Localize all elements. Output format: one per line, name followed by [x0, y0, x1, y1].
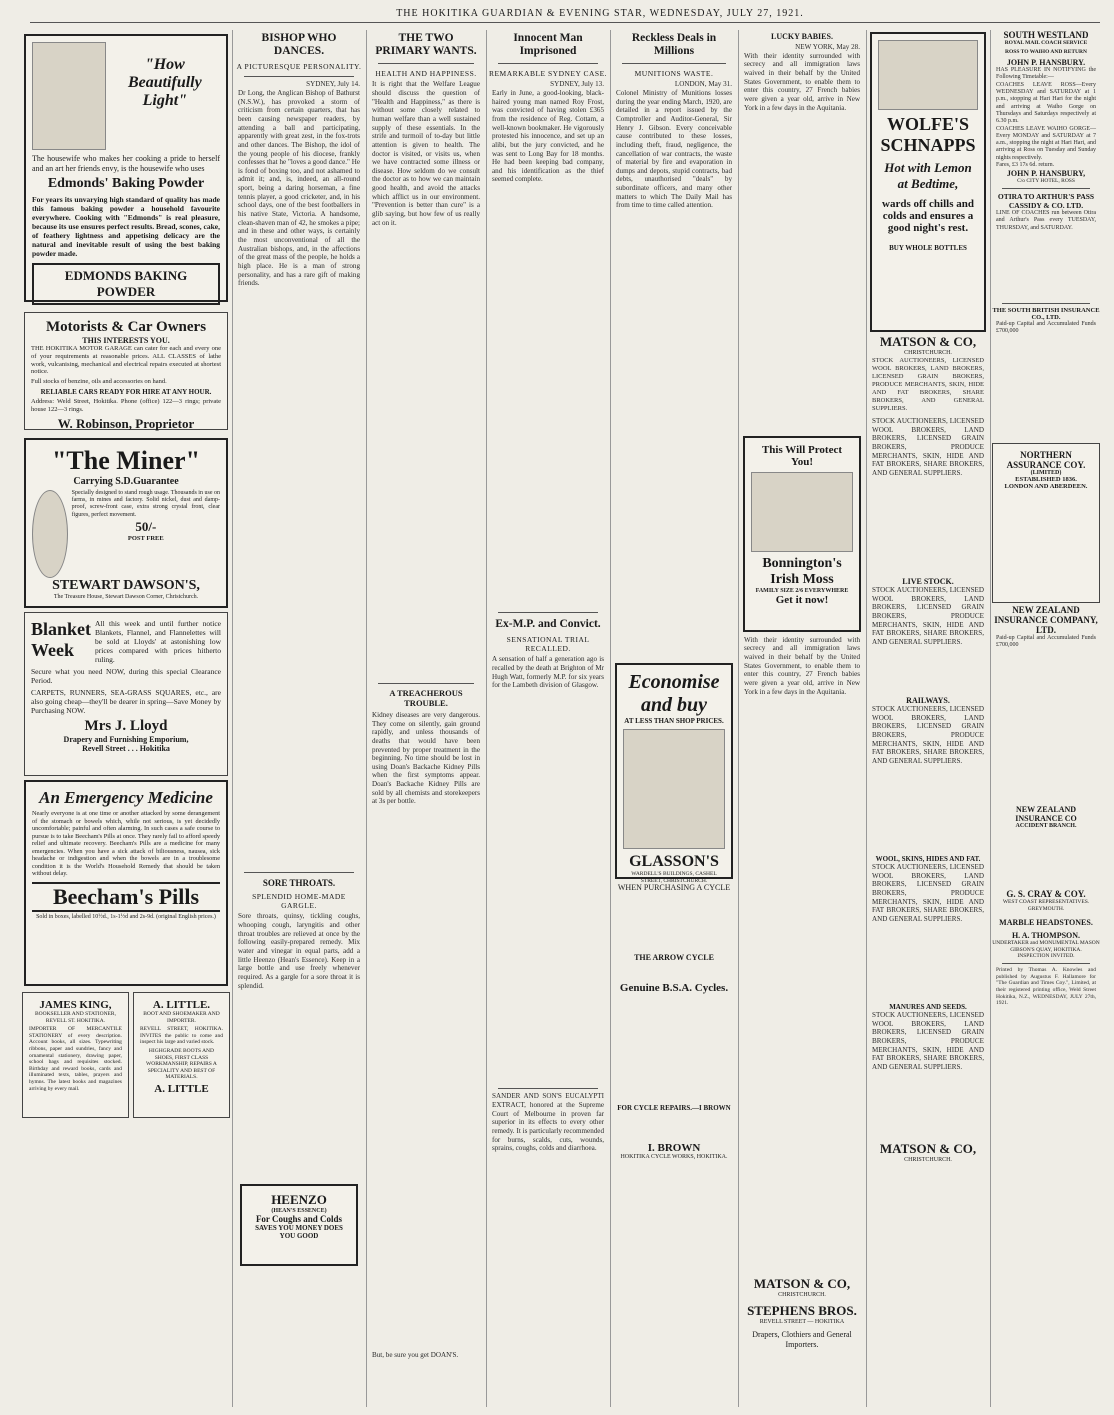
beechams-foot: Sold in boxes, labelled 10½d., 1s-1½d and 2s-9d. (original English prices.): [36, 913, 216, 920]
divider: [498, 63, 598, 64]
wolfes-brand: WOLFE'S SCHNAPPS: [880, 114, 976, 155]
divider: [244, 872, 354, 873]
glassons-ad: [615, 663, 733, 884]
matson2-name: MATSON & CO,: [879, 1141, 977, 1157]
hansbury-name: JOHN P. HANSBURY.: [1006, 58, 1086, 67]
motorists-title: Motorists & Car Owners: [45, 319, 207, 335]
col6-body: With their identity surrounded with secrecy and all immigration laws waived in their behalf by the United States Government, to enable them to enter this country, 27 French babies were given a year old, arrive in New York in a few days in the Aquitania.: [744, 635, 860, 696]
emergency-title: An Emergency Medicine: [39, 788, 213, 807]
bishop-body: Dr Long, the Anglican Bishop of Bathurst (N.S.W.), has provoked a storm of criticism from certain quarters, that has been causing newspaper readers, by attending a ball and participating, apparently with great zest, in the fox-trots and other dances. The Bishop, the idol of the young people of his diocese, frankly confesses that he "loves a good dance." He is fond of boxing too, and not ashamed to admit it; and, is, indeed, an all-round sport, being a daring horseman, a fine tennis player, a good cricketer, and, in his school days, one of the best footballers in his native State, Victoria. A handsome, clean-shaven man of 42, he smokes a pipe; and in these and other ways, is certainly the most unconventional of all the Australian bishops, and, in the affections of the great mass of the people, he holds a high place. He is a man of strong personality, and has a rare gift of making friends.: [238, 89, 360, 288]
cycle-headline: WHEN PURCHASING A CYCLE: [617, 883, 731, 893]
stephens-drapers: Drapers, Clothiers and General Importers.: [752, 1330, 852, 1349]
edmonds-brand: Edmonds' Baking Powder: [47, 176, 205, 192]
emergency-body: Nearly everyone is at one time or another attacked by some derangement of the stomach or bowels which, while not serious, is yet decidedly uncomfortable; painful and often alarming. In such cases a safe course to pursue is to take Beecham's Pills at once. They rarely fail to afford speedy relief and ultimate recovery. Beecham's Pills are a medicine for many emergencies. When you have a sick attack of biliousness, nausea, sick headache or indigestion and when the bowels are in a troublesome condition it is the World's Household Remedy that should be taken without delay.: [32, 810, 220, 878]
marble-headstones: MARBLE HEADSTONES.: [999, 918, 1093, 928]
hansbury-name-2: JOHN P. HANSBURY,: [1006, 169, 1086, 179]
bishop-column: [234, 30, 364, 1407]
blanket-carpets: CARPETS, RUNNERS, SEA-GRASS SQUARES, etc., are also going cheap—they'll be dearer in spring—Save Money by Purchasing NOW.: [31, 688, 221, 715]
lloyd-name: Mrs J. Lloyd: [84, 718, 168, 734]
northern-london: LONDON AND ABERDEEN.: [1004, 482, 1088, 490]
lucky-column: [740, 30, 864, 1407]
innocent-body: Early in June, a good-looking, black-haired young man named Roy Frost, was convicted of having stolen £365 from the residence of Reg. Cottam, a well-known bookmaker. He vigorously protested his innocence, and set up an alibi, but the jury convicted, and he was sent to Long Bay for 18 months. He had been keeping bad company, and his identification as the thief seemed complete.: [492, 89, 604, 184]
thompson-name: H. A. THOMPSON.: [1011, 931, 1081, 941]
innocent-subhead: REMARKABLE SYDNEY CASE.: [488, 69, 608, 79]
royal-mail: ROYAL MAIL COACH SERVICE: [1004, 40, 1088, 46]
price-list-block: [623, 729, 725, 849]
matson-name: MATSON & CO,: [879, 334, 977, 349]
coaches-ross: COACHES LEAVE ROSS—Every WEDNESDAY and SATURDAY at 1 p.m., stopping at Hari Hari for the night and arriving at Waiho Gorge on Thursdays and Saturdays respectively at 6.30 p.m.: [996, 81, 1096, 125]
heenzo-saves: SAVES YOU MONEY DOES YOU GOOD: [255, 1224, 343, 1241]
divider: [378, 683, 474, 684]
little-sub: BOOT AND SHOEMAKER AND IMPORTER.: [143, 1011, 220, 1024]
route: ROSS TO WAIHO AND RETURN: [1005, 49, 1087, 55]
edmonds-slogan: "How Beautifully Light": [127, 56, 202, 109]
column-divider: [366, 30, 367, 1407]
divider: [1002, 963, 1090, 964]
lucky-headline: LUCKY BABIES.: [771, 32, 833, 41]
edmonds-logo: EDMONDS BAKING POWDER: [32, 263, 220, 305]
otira-body: LINE OF COACHES run between Otira and Arthur's Pass every TUESDAY, THURSDAY, and SATURDAY.: [996, 209, 1096, 231]
health-column: [368, 30, 484, 1407]
kitchen-illustration: [32, 42, 106, 150]
divider: [622, 63, 726, 64]
innocent-headline: Innocent Man Imprisoned: [513, 32, 583, 58]
reckless-headline: Reckless Deals in Millions: [631, 32, 717, 58]
divider: [244, 76, 354, 77]
motorists-address: Address: Weld Street, Hokitika. Phone (office) 122—3 rings; private house 122—3 rings.: [31, 397, 221, 413]
printer-imprint: Printed by Thomas A. Knowles and published by Augustus F. Hallamore for "The Guardian and Times Coy.", Limited, at their registered printing office, Weld Street Hokitika, N.Z., WEDNESDAY, JULY 27th, 1921.: [996, 966, 1096, 1007]
manures-head: MANURES AND SEEDS.: [889, 1003, 967, 1012]
bsa-cycles: Genuine B.S.A. Cycles.: [619, 981, 729, 994]
innocent-dateline: SYDNEY, July 13.: [550, 80, 604, 89]
health-headline: THE TWO PRIMARY WANTS.: [375, 32, 477, 58]
miner-post: POST FREE: [127, 534, 164, 542]
right-column: [992, 30, 1100, 1407]
james-king-title: JAMES KING,: [39, 999, 112, 1011]
little-foot: A. LITTLE: [154, 1082, 209, 1095]
edmonds-body: For years its unvarying high standard of quality has made this famous baking powder a household favourite everywhere. Cooking with "Edmonds" is real pleasure, because its use ensures perfect results. Bread, scones, cake, of feathery lightness and appetising delicacy are the natural and inevitable result of using the best baking powder made.: [32, 195, 220, 259]
bishop-headline: BISHOP WHO DANCES.: [261, 32, 337, 58]
fares: Fares, £3 17s 6d. return.: [996, 162, 1055, 169]
little-body: REVELL STREET, HOKITIKA. INVITES the public to come and inspect his large and varied stock.: [139, 1026, 223, 1046]
miner-title: "The Miner": [51, 446, 200, 475]
wolfes-ad: [870, 32, 986, 332]
miner-watch-ad: [24, 438, 228, 608]
little-title: A. LITTLE.: [152, 999, 211, 1011]
lucky-body: With their identity surrounded with secrecy and all immigration laws waived in their behalf by the United States Government, to enable them to enter this country, 27 French babies were given a year old, arrive in New York in a few days in the Aquitania.: [744, 51, 860, 112]
south-british: THE SOUTH BRITISH INSURANCE CO., LTD.: [992, 306, 1100, 321]
brown-name: I. BROWN: [647, 1141, 701, 1154]
bonnington-sub: FAMILY SIZE 2/6 EVERYWHERE: [755, 587, 849, 594]
innocent-column: [488, 30, 608, 1407]
lloyd-trade: Drapery and Furnishing Emporium,: [63, 735, 189, 744]
bonnington-getit: Get it now!: [775, 593, 829, 606]
miner-body: Specially designed to stand rough usage. Thousands in use on farms, in mines and factory. Solid nickel, dust and damp-proof, screw-front case, extra strong crystal front, clear figures, perfect movement.: [71, 490, 220, 518]
manures-body: STOCK AUCTIONEERS, LICENSED WOOL BROKERS, LAND BROKERS, LICENSED GRAIN BROKERS, PRODUCE MERCHANTS, SKIN, HIDE AND FAT BROKERS, SHARE BROKERS, AND GENERAL SUPPLIERS.: [872, 1011, 984, 1072]
beechams-ad: [24, 780, 228, 986]
divider: [1002, 303, 1090, 304]
motorists-ad: [24, 312, 228, 430]
bonnington-brand: Bonnington's Irish Moss: [762, 555, 842, 587]
sander-body: SANDER AND SON'S EUCALYPTI EXTRACT, honored at the Supreme Court of Melbourne in proven far superior in its effects to every other remedy. It is particularly recommended for burns, scalds, cuts, wounds, sprains, coughs, colds and diarrhoea.: [492, 1092, 604, 1153]
doans-foot: But, be sure you get DOAN'S.: [372, 1350, 459, 1359]
divider: [498, 1088, 598, 1089]
lucky-dateline: NEW YORK, May 28.: [795, 43, 860, 52]
nz-insurance-body: Paid-up Capital and Accumulated Funds £700,000: [996, 634, 1096, 649]
motorists-stock: Full stocks of benzine, oils and accessories on hand.: [31, 378, 167, 386]
heenzo-ad: [240, 1184, 358, 1266]
thompson-sub: UNDERTAKER and MONUMENTAL MASON: [992, 940, 1100, 947]
divider: [378, 63, 474, 64]
matson-sub: CHRISTCHURCH.: [904, 350, 952, 356]
coaches-waiho: COACHES LEAVE WAIHO GORGE—Every MONDAY and SATURDAY at 7 a.m., stopping the night at Hari Hari, and arriving at Ross on Tuesday and Sunday nights respectively.: [996, 125, 1096, 161]
new-zealand-ins: NEW ZEALAND INSURANCE CO: [1015, 804, 1077, 823]
wool-head: WOOL, SKINS, HIDES AND FAT.: [875, 855, 981, 864]
glassons-sub: WARDELL'S BUILDINGS, CASHEL STREET, CHRISTCHURCH.: [631, 871, 717, 884]
blanket-body: All this week and until further notice Blankets, Flannel, and Flannelettes will be sold at Lloyds' at astonishing low prices compared with prices hitherto ruling.: [95, 619, 221, 664]
column-divider: [610, 30, 611, 1407]
ex-mp-body: A sensation of half a generation ago is recalled by the death at Brighton of Mr Hugh Watt, formerly M.P. for six years for the Lambeth division of Glasgow.: [492, 655, 604, 690]
kidney-headline: A TREACHEROUS TROUBLE.: [389, 688, 463, 709]
miner-price: 50/-: [135, 518, 157, 534]
cycle-repairs: FOR CYCLE REPAIRS.—I BROWN: [617, 1103, 731, 1112]
wolfes-bottles: BUY WHOLE BOTTLES: [889, 244, 967, 252]
railways-head: RAILWAYS.: [906, 696, 950, 706]
motorists-sub: THIS INTERESTS YOU.: [82, 336, 170, 345]
stewart-dawson: STEWART DAWSON'S,: [52, 578, 200, 593]
wolfes-hot: Hot with Lemon at Bedtime,: [884, 160, 972, 191]
stephens-sub: REVELL STREET — HOKITIKA: [759, 1319, 845, 1326]
bishop-subhead: A PICTURESQUE PERSONALITY.: [236, 62, 362, 72]
left-ad-column: [20, 30, 232, 1407]
livestock-head: LIVE STOCK.: [902, 577, 954, 587]
masthead-rule: [30, 22, 1100, 23]
heenzo-coughs: For Coughs and Colds: [255, 1214, 343, 1225]
wool-body: STOCK AUCTIONEERS, LICENSED WOOL BROKERS, LAND BROKERS, LICENSED GRAIN BROKERS, PRODUCE MERCHANTS, SKIN, HIDE AND FAT BROKERS, SHARE BROKERS, AND GENERAL SUPPLIERS.: [872, 863, 984, 924]
divider: [1002, 188, 1090, 189]
thompson-quay: GIBSON'S QUAY, HOKITIKA.: [1010, 946, 1082, 953]
accident-branch: ACCIDENT BRANCH.: [1015, 822, 1077, 829]
bonnington-ad: [743, 436, 861, 632]
economise-title: Economise and buy: [628, 671, 720, 717]
masthead-title: THE HOKITIKA GUARDIAN & EVENING STAR, WEDNESDAY, JULY 27, 1921.: [396, 8, 804, 19]
arrow-cycle: THE ARROW CYCLE: [634, 952, 714, 962]
matson-text: STOCK AUCTIONEERS, LICENSED WOOL BROKERS, LAND BROKERS, LICENSED GRAIN BROKERS, PRODUCE MERCHANTS, SKIN, HIDE AND FAT BROKERS, SHARE BROKERS, AND GENERAL SUPPLIERS.: [872, 417, 984, 478]
motorists-hire: RELIABLE CARS READY FOR HIRE AT ANY HOUR.: [40, 387, 212, 396]
northern-est: ESTABLISHED 1836.: [1015, 475, 1077, 483]
heenzo-sub: (HEAN'S ESSENCE): [271, 1208, 327, 1215]
northern-title: NORTHERN ASSURANCE COY.: [1006, 449, 1086, 470]
shop-prices: AT LESS THAN SHOP PRICES.: [624, 717, 724, 726]
pocket-watch-illustration: [32, 490, 68, 578]
little-body2: HIGHGRADE BOOTS AND SHOES, FIRST CLASS WORKMANSHIP, REPAIRS A SPECIALITY AND BEST OF MATERIALS.: [146, 1047, 217, 1081]
glassons-name: GLASSON'S: [629, 853, 719, 871]
cray-name: G. S. CRAY & COY.: [1006, 888, 1086, 899]
health-subhead: HEALTH AND HAPPINESS.: [375, 69, 477, 79]
column-divider: [738, 30, 739, 1407]
wolfes-column: [868, 30, 988, 1407]
reckless-dateline: LONDON, May 31.: [674, 80, 732, 89]
cray-sub: WEST COAST REPRESENTATIVES. GREYMOUTH.: [1002, 898, 1090, 912]
bishop-dateline: SYDNEY, July 14.: [306, 80, 360, 89]
wolfes-wards: wards off chills and colds and ensures a good night's rest.: [882, 198, 974, 234]
health-body: It is right that the Welfare League should discuss the question of "Health and Happiness," as there is without some closely related to human welfare than a well sustained supply of these essentials. In the strife and turmoil of to-day but little attention is given to health. The doctor is visited, or visits us, when we have contracted some illness or disease. How seldom do we consult the doctor as to how we can maintain good health, and avoid the attacks which afflict us in our environment. "Prevention is better than cure" is a glib saying, but how few of us really act on it.: [372, 80, 480, 227]
ex-mp-headline: Ex-M.P. and Convict.: [495, 618, 601, 631]
divider: [498, 612, 598, 613]
lloyd-address: Revell Street . . . Hokitika: [82, 744, 170, 753]
northern-ad: [992, 443, 1100, 603]
sore-throats-headline: SORE THROATS.: [262, 878, 336, 889]
hansbury-address: C/o CITY HOTEL, ROSS: [1017, 178, 1075, 185]
bottle-illustration: [878, 40, 978, 110]
blanket-secure: Secure what you need NOW, during this special Clearance Period.: [31, 667, 221, 685]
beechams-brand: Beecham's Pills: [32, 882, 220, 912]
matson-body: STOCK AUCTIONEERS, LICENSED WOOL BROKERS, LAND BROKERS, LICENSED GRAIN BROKERS, PRODUCE MERCHANTS, SKIN, HIDE AND FAT BROKERS, SHARE BROKERS, AND GENERAL SUPPLIERS.: [872, 357, 984, 412]
little-ad: [133, 992, 230, 1118]
reckless-subhead: MUNITIONS WASTE.: [634, 69, 714, 79]
james-king-sub: BOOKSELLER AND STATIONER, REVELL ST. HOKITIKA.: [34, 1011, 116, 1024]
ex-mp-subhead: SENSATIONAL TRIAL RECALLED.: [506, 635, 590, 654]
blanket-title: Blanket Week: [31, 619, 92, 660]
column-divider: [232, 30, 233, 1407]
column-divider: [990, 30, 991, 1407]
heenzo-brand: HEENZO: [271, 1192, 327, 1208]
brown-sub: HOKITIKA CYCLE WORKS, HOKITIKA.: [620, 1153, 728, 1160]
hansbury-notify: HAS PLEASURE IN NOTIFYING the Following Timetable:—: [996, 67, 1096, 81]
matson2-sub: CHRISTCHURCH.: [904, 1157, 952, 1164]
bottle-illustration: [751, 472, 853, 552]
column-divider: [486, 30, 487, 1407]
kidney-body: Kidney diseases are very dangerous. They come on silently, gain ground rapidly, and unless thousands of deaths that would have been prevented by proper treatment in the beginning. No time should be lost in using Doan's Backache Kidney Pills when the first symptoms appear. Doan's Backache Kidney Pills are sold by all chemists and storekeepers at 3s per bottle.: [372, 710, 480, 806]
james-king-body: IMPORTER OF MERCANTILE STATIONERY of every description. Account books, all sizes. Typewriting ribbons, paper and sundries, fancy and ornamental stationery, drawing paper, school bags and requisites stocked. Birthday and reward books, cards and illuminated texts, tables, prayers and hymns. The latest books and magazines arriving by every mail.: [29, 1026, 122, 1092]
motorists-proprietor: W. Robinson, Proprietor: [57, 415, 195, 431]
blanket-week-ad: [24, 612, 228, 776]
column-divider: [866, 30, 867, 1407]
matson-col6: MATSON & CO,: [753, 1275, 851, 1291]
james-king-ad: [22, 992, 129, 1118]
protect-title: This Will Protect You!: [761, 443, 843, 468]
edmonds-ad: [24, 34, 228, 302]
otira-title: OTIRA TO ARTHUR'S PASS CASSIDY & CO. LTD.: [997, 191, 1095, 210]
thompson-inspection: INSPECTION INVITED.: [1017, 953, 1075, 960]
railways-body: STOCK AUCTIONEERS, LICENSED WOOL BROKERS, LAND BROKERS, LICENSED GRAIN BROKERS, PRODUCE MERCHANTS, SKIN, HIDE AND FAT BROKERS, SHARE BROKERS, AND GENERAL SUPPLIERS.: [872, 705, 984, 766]
sore-throats-body: Sore throats, quinsy, tickling coughs, whooping cough, laryngitis and other throat troubles are relieved at once by the following easily-prepared remedy. Mix water and vinegar in equal parts, add a little Heenzo (Hean's Essence). Keep in a large bottle and use freely whenever required. As a gargle for a sore throat it is splendid.: [238, 912, 360, 990]
south-british-capital: Paid-up Capital and Accumulated Funds £700,000: [996, 320, 1096, 335]
motorists-body: THE HOKITIKA MOTOR GARAGE can cater for each and every one of your requirements at reasonable prices. ALL CLASSES of lathe work, vulcanising, mechanical and electrical repairs executed at shortest notice.: [31, 345, 221, 376]
stewart-dawson-sub: The Treasure House, Stewart Dawson Corner, Christchurch.: [53, 594, 199, 600]
reckless-column: [612, 30, 736, 1407]
reckless-body: Colonel Ministry of Munitions losses during the year ending March, 1920, are detailed in a report issued by the Comptroller and Auditor-General, Sir Henry J. Gibson. Every conceivable cause contributed to these losses, including theft, fraud, negligence, the cancellation of war contracts, the waste of material by fire and evaporation in dumps and depots, stupid contracts, bad debts, unauthorised "deals" by subordinate officers, and many other matters to which The Daily Mail has from time to time called attention.: [616, 89, 732, 210]
northern-sub: (LIMITED): [1030, 469, 1062, 476]
sore-throats-subhead: SPLENDID HOME-MADE GARGLE.: [252, 892, 346, 911]
stephens-name: STEPHENS BROS.: [747, 1303, 857, 1319]
edmonds-lead: The housewife who makes her cooking a pride to herself and an art her friends envy, is the housewife who uses: [32, 154, 220, 173]
miner-sub: Carrying S.D.Guarantee: [73, 476, 179, 487]
south-westland: SOUTH WESTLAND: [1003, 30, 1089, 40]
nz-insurance-title: NEW ZEALAND INSURANCE COMPANY, LTD.: [994, 604, 1098, 635]
matson-col6-sub: CHRISTCHURCH.: [778, 1291, 826, 1298]
livestock-body: STOCK AUCTIONEERS, LICENSED WOOL BROKERS, LAND BROKERS, LICENSED GRAIN BROKERS, PRODUCE MERCHANTS, SKIN, HIDE AND FAT BROKERS, SHARE BROKERS, AND GENERAL SUPPLIERS.: [872, 586, 984, 647]
